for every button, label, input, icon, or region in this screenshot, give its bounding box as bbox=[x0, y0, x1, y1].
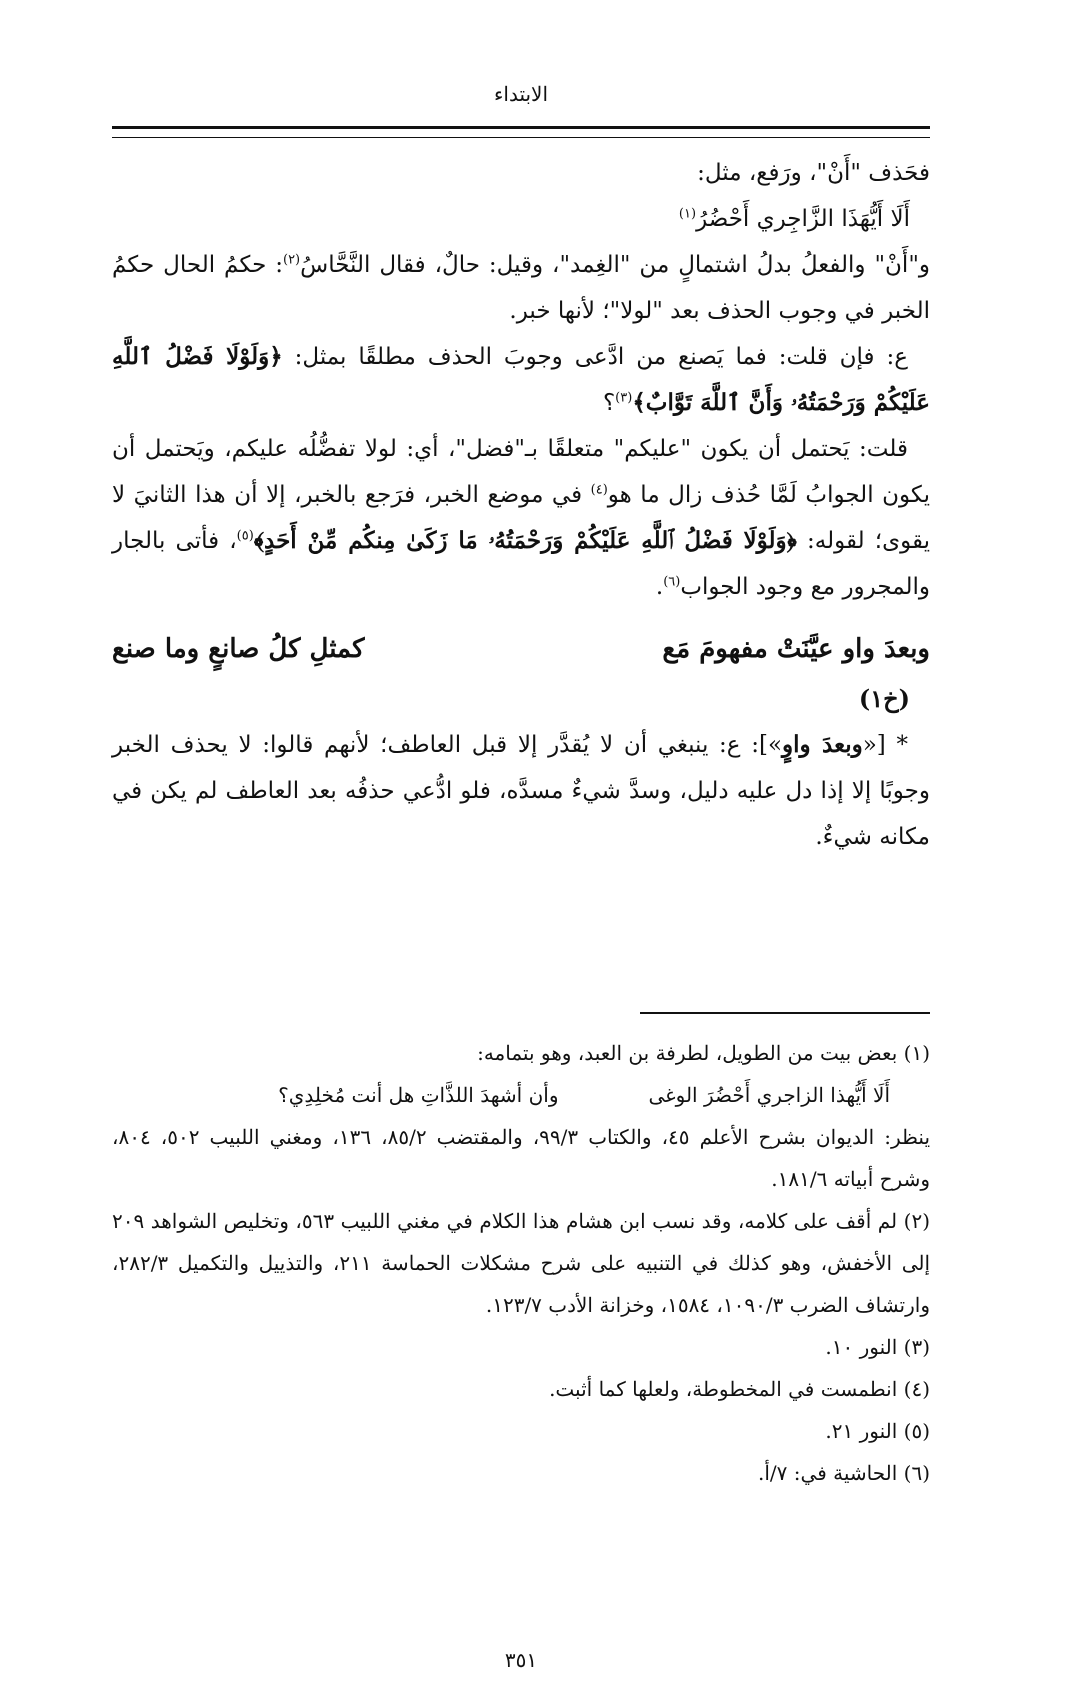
paragraph-text: في موضع الخبر، فرَجع بالخبر، إلا أن هذا الثانيَ لا يقوى؛ لقوله: bbox=[112, 482, 930, 554]
paragraph-text: »] bbox=[759, 732, 783, 758]
quran-quote: ﴿وَلَوْلَا فَضْلُ ٱللَّهِ عَلَيْكُمْ وَرَحْمَتُهُۥ وَأَنَّ ٱللَّهَ تَوَّابٌ﴾ bbox=[112, 343, 930, 416]
footnote-ref: (٢) bbox=[282, 252, 301, 268]
footnote-hemistich-2: وأن أشهدَ اللذَّاتِ هل أنت مُخلِدِي؟ bbox=[278, 1083, 559, 1107]
footnotes bbox=[112, 1032, 930, 1494]
poetry-verse bbox=[112, 196, 930, 242]
paragraph bbox=[112, 334, 930, 426]
footnote-verse bbox=[112, 1074, 930, 1116]
paragraph-text: * [« bbox=[862, 732, 908, 758]
paragraph-text: : ع: ينبغي أن لا يُقدَّر إلا قبل العاطف؛ لأنهم قالوا: لا يحذف الخبر وجوبًا إلا إذا دل عليه دليل، وسدَّ شيءٌ مسدَّه، فلو ادُّعي حذفُه بعد العاطف لم يكن في مكانه شيءٌ. bbox=[112, 732, 930, 850]
paragraph-text: ، فأتى بالجار والمجرور مع وجود الجواب bbox=[112, 528, 930, 600]
footnote-ref: (٣) bbox=[615, 390, 633, 406]
alfiya-verse bbox=[112, 622, 930, 676]
footnote: (٥) النور ٢١. bbox=[825, 1419, 930, 1443]
paragraph bbox=[112, 242, 930, 334]
paragraph-text: و"أَنْ" والفعلُ بدلُ اشتمالٍ من "الغِمد"، وقيل: حالٌ، فقال النَّحَّاسُ bbox=[300, 252, 930, 278]
header-rule-thick bbox=[112, 126, 930, 129]
footnote-hemistich-1: أَلَا أَيُّهذا الزاجري أَحْضُرَ الوغى bbox=[648, 1083, 890, 1107]
footnote: (٤) انطمست في المخطوطة، ولعلها كما أثبت. bbox=[549, 1377, 930, 1401]
paragraph-text: . bbox=[655, 574, 664, 600]
footnote-ref: (١) bbox=[678, 206, 697, 222]
paragraph-text: ع: فإن قلت: فما يَصنع من ادَّعى وجوبَ الحذف مطلقًا بمثل: bbox=[282, 344, 908, 370]
alfiya-code: (خ١) bbox=[858, 684, 910, 713]
footnote-ref: (٥) bbox=[236, 528, 254, 544]
main-text bbox=[112, 150, 930, 860]
verse-text: أَلَا أَيُّهَذَا الزَّاجِري أَحْضُرُ bbox=[696, 206, 910, 232]
paragraph bbox=[112, 426, 930, 610]
footnote-ref: (٤) bbox=[590, 482, 608, 498]
footnote: (٢) لم أقف على كلامه، وقد نسب ابن هشام هذا الكلام في مغني اللبيب ٥٦٣، وتخليص الشواهد ٢٠٩ إلى الأخفش، وهو كذلك في التنبيه على شرح مشكلات الحماسة ٢١١، والتذييل والتكميل ٢٨٢/٣، وارتشاف الضرب ١٠٩٠/٣، ١٥٨٤، وخزانة الأدب ١٢٣/٧. bbox=[112, 1209, 931, 1317]
paragraph bbox=[112, 722, 930, 860]
paragraph: فحَذف "أَنْ"، ورَفع، مثل: bbox=[697, 160, 930, 186]
footnote: (٣) النور ١٠. bbox=[825, 1335, 930, 1359]
lemma: وبعدَ واوٍ bbox=[782, 731, 863, 758]
footnote: ينظر: الديوان بشرح الأعلم ٤٥، والكتاب ٩٩/٣، والمقتضب ٨٥/٢، ١٣٦، ومغني اللبيب ٥٠٢، ٨٠٤، وشرح أبياته ١٨١/٦. bbox=[112, 1125, 931, 1191]
footnote: (١) بعض بيت من الطويل، لطرفة بن العبد، وهو بتمامه: bbox=[477, 1041, 930, 1065]
running-header: الابتداء bbox=[493, 82, 549, 106]
hemistich-gap bbox=[559, 1074, 649, 1116]
alfiya-hemistich-2: كمثلِ كلُ صانعٍ وما صنع bbox=[112, 634, 365, 664]
alfiya-hemistich-1: وبعدَ واو عيَّنَتْ مفهومَ مَع bbox=[662, 634, 930, 664]
footnote-ref: (٦) bbox=[663, 574, 681, 590]
paragraph-text: ؟ bbox=[602, 390, 616, 416]
page-number: ٣٥١ bbox=[504, 1648, 538, 1672]
header-rule-thin bbox=[112, 137, 930, 138]
footnote: (٦) الحاشية في: ٧/أ. bbox=[758, 1461, 930, 1485]
footnote-separator bbox=[640, 1012, 930, 1014]
paragraph-text: : حكمُ الحال حكمُ الخبر في وجوب الحذف بعد "لولا"؛ لأنها خبر. bbox=[112, 252, 930, 324]
paragraph-text: قلت: يَحتمل أن يكون "عليكم" متعلقًا بـ"فضل"، أي: لولا تفضُّلُه عليكم، ويَحتمل أن يكون الجوابُ لَمَّا حُذف زال ما هو bbox=[112, 436, 930, 508]
quran-quote: ﴿وَلَوْلَا فَضْلُ ٱللَّهِ عَلَيْكُمْ وَرَحْمَتُهُۥ مَا زَكَىٰ مِنكُم مِّنْ أَحَدٍ﴾ bbox=[253, 527, 797, 554]
